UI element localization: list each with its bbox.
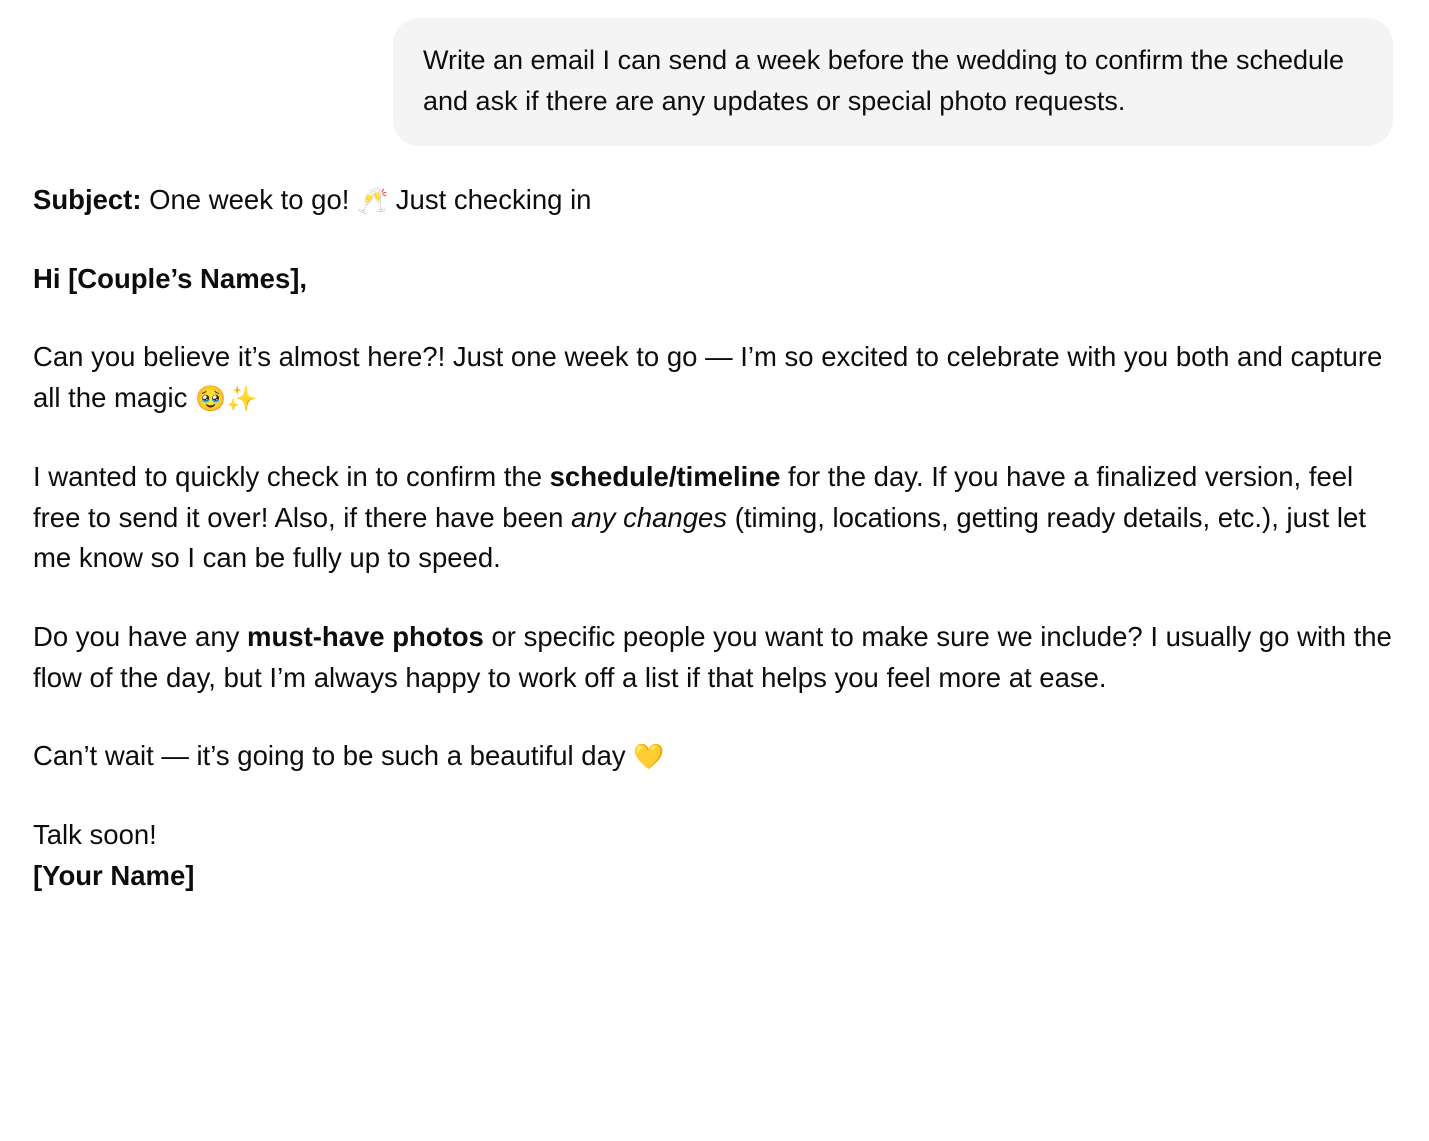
- email-signoff: [33, 815, 1393, 896]
- paragraph-2-text-b: for the day. If you have a finalized version, feel free to send it over! Also, if there have been: [33, 460, 1354, 533]
- champagne-glasses-icon: 🥂: [357, 186, 389, 216]
- teary-eyes-sparkles-icon: 🥹✨: [195, 384, 258, 414]
- paragraph-3-bold: must-have photos: [247, 620, 484, 652]
- email-subject-line: [33, 180, 1393, 221]
- email-paragraph-3: [33, 617, 1393, 698]
- paragraph-3-text-a: Do you have any: [33, 620, 248, 652]
- email-paragraph-1: [33, 337, 1393, 418]
- paragraph-1-text: Can you believe it’s almost here?! Just one week to go — I’m so excited to celebrate with you both and capture all the magic: [33, 341, 1383, 414]
- subject-text: One week to go!: [141, 184, 358, 216]
- paragraph-2-bold: schedule/timeline: [549, 460, 781, 492]
- paragraph-2-text-a: I wanted to quickly check in to confirm the: [33, 460, 550, 492]
- subject-label: Subject:: [33, 184, 142, 216]
- email-greeting: [33, 259, 1393, 300]
- paragraph-4-text: Can’t wait — it’s going to be such a beautiful day: [33, 740, 634, 772]
- signoff-line-1: Talk soon!: [33, 818, 157, 850]
- user-message-row: [0, 0, 1429, 146]
- yellow-heart-icon: 💛: [633, 742, 665, 772]
- signoff-line-2: [Your Name]: [33, 859, 195, 891]
- user-message-bubble[interactable]: Write an email I can send a week before the wedding to confirm the schedule and ask if there are any updates or special photo requests.: [393, 18, 1393, 146]
- paragraph-3-text-b: or specific people you want to make sure we include? I usually go with the flow of the day, but I’m always happy to work off a list if that helps you feel more at ease.: [33, 620, 1392, 693]
- email-paragraph-4: [33, 736, 1393, 777]
- paragraph-2-text-c: (timing, locations, getting ready details, etc.), just let me know so I can be fully up to speed.: [33, 501, 1366, 574]
- assistant-message: [0, 146, 1429, 936]
- subject-tail: Just checking in: [388, 184, 592, 216]
- greeting-text: Hi [Couple’s Names],: [33, 262, 308, 294]
- paragraph-2-italic: any changes: [571, 501, 728, 533]
- email-paragraph-2: [33, 457, 1393, 579]
